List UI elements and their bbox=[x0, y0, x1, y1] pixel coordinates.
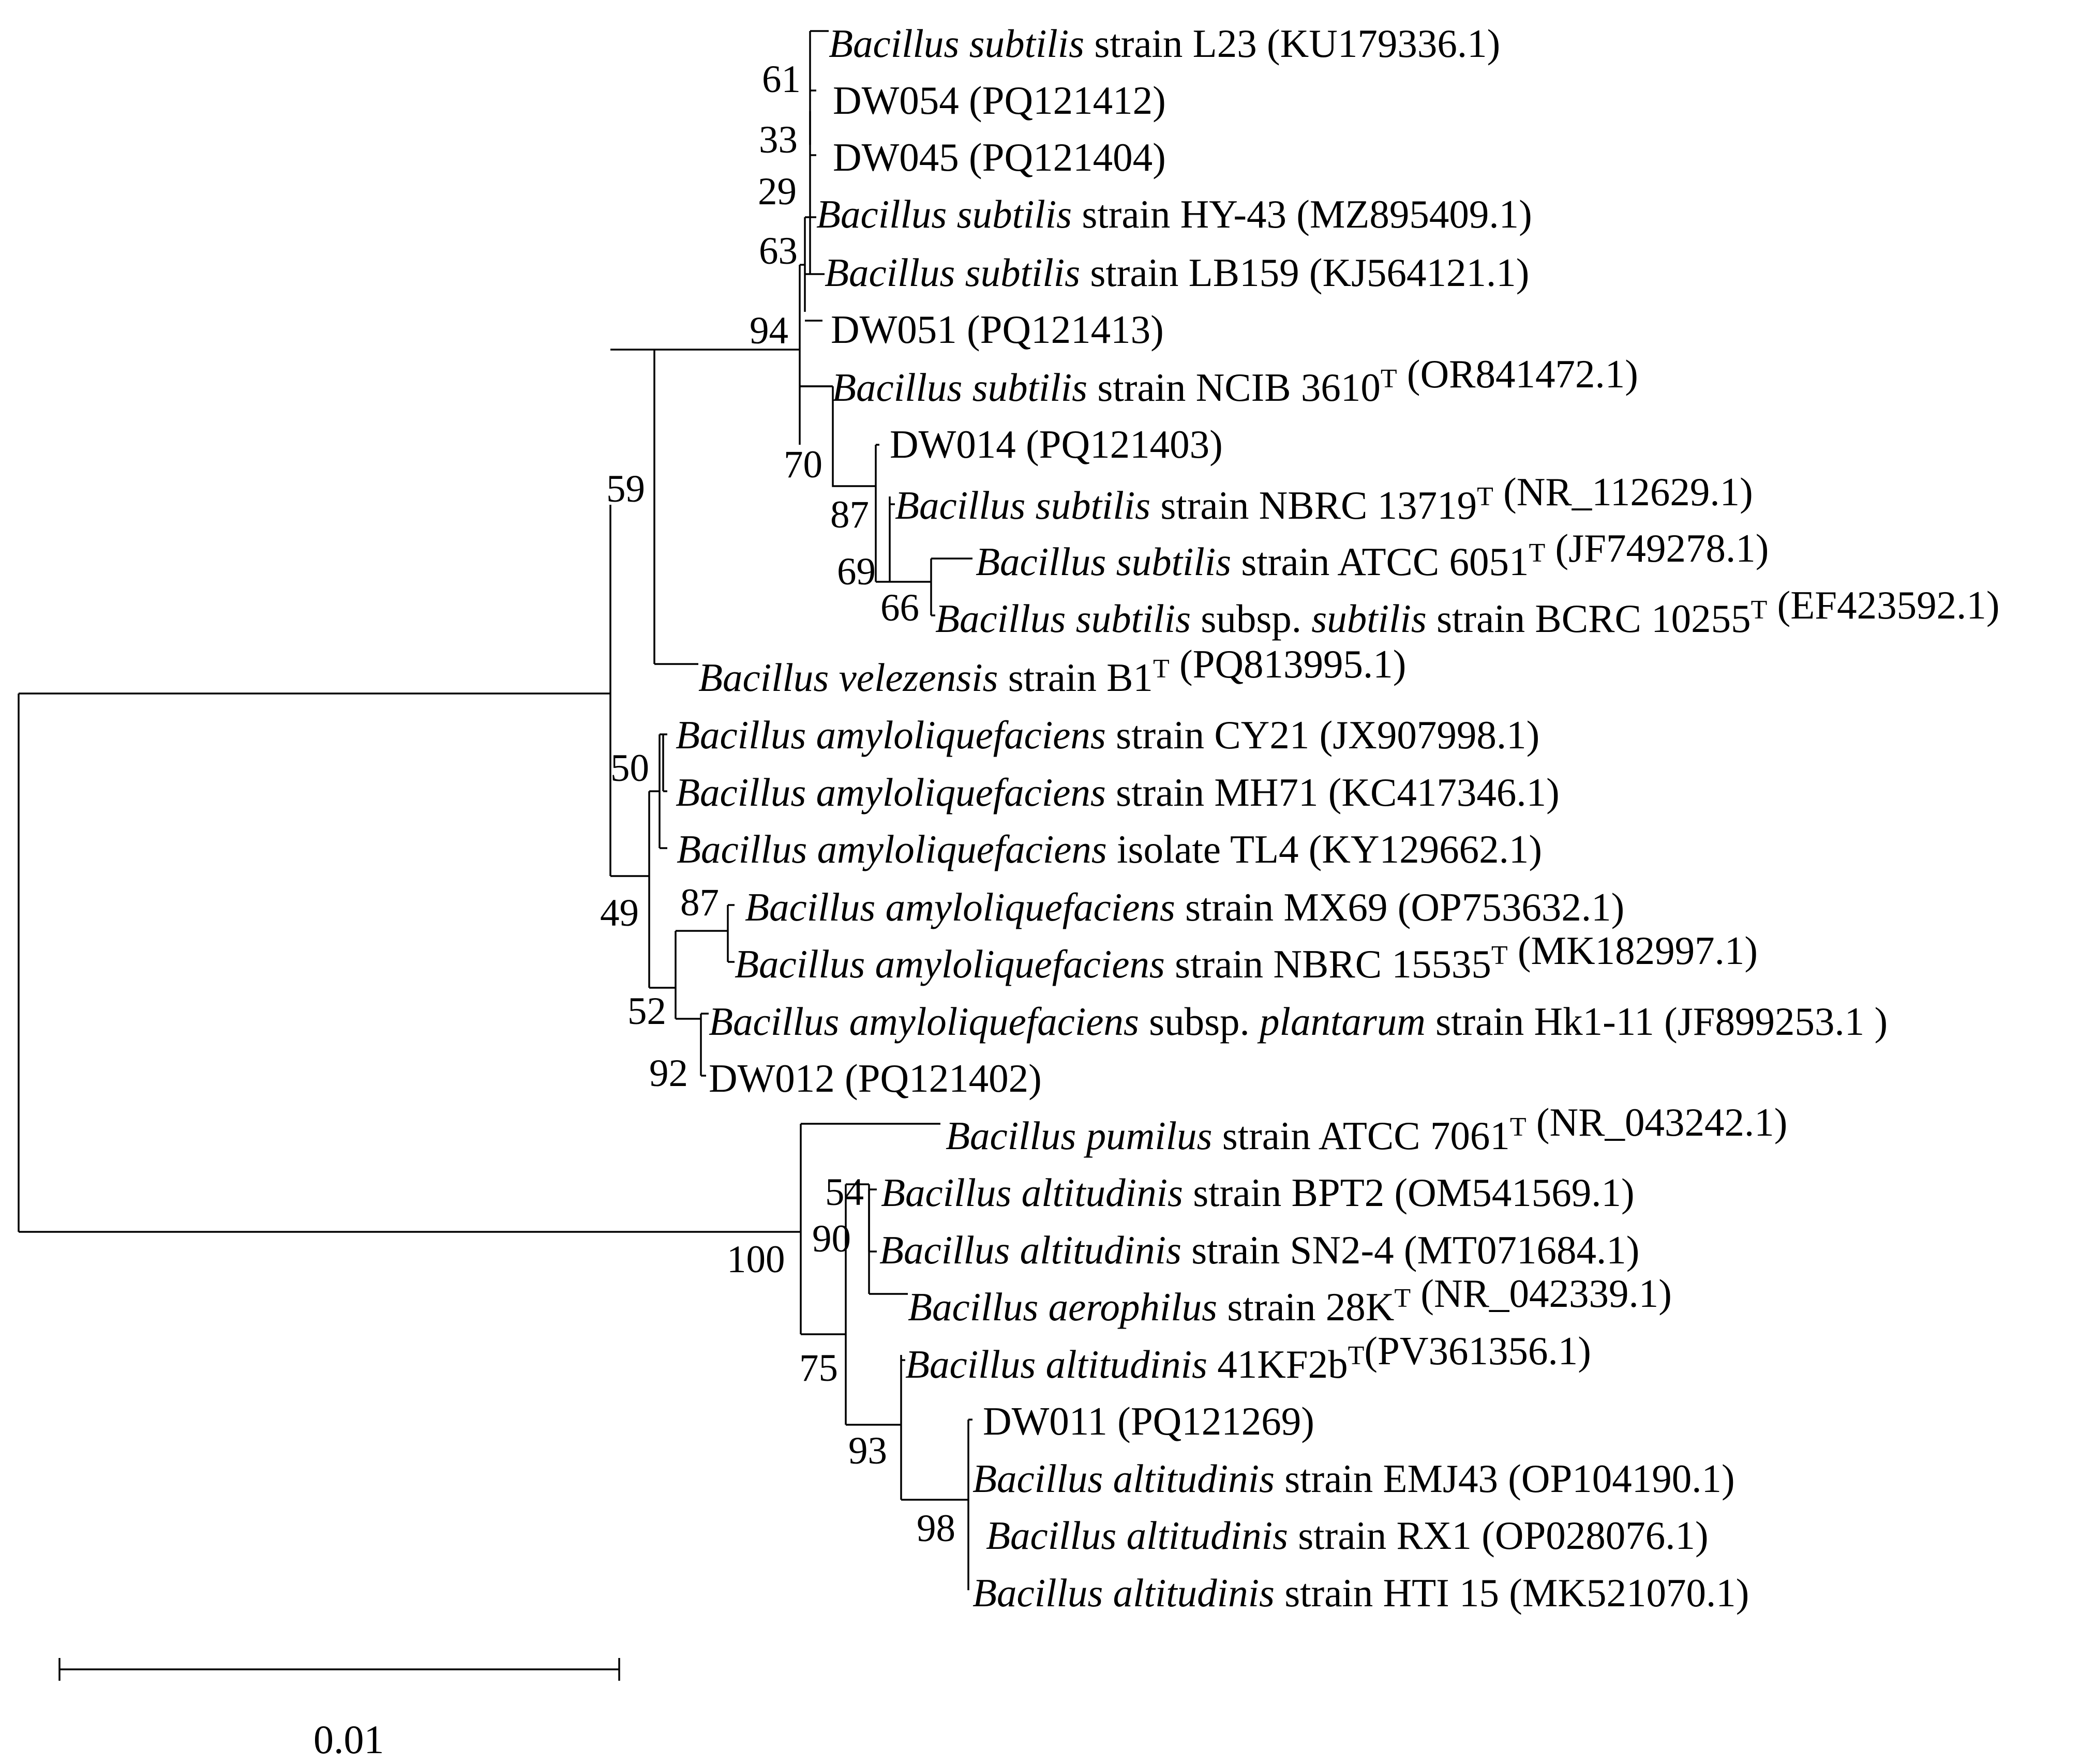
leaf-label: Bacillus altitudinis strain EMJ43 (OP104190.1) bbox=[972, 1456, 1735, 1501]
bootstrap-value: 33 bbox=[759, 118, 798, 161]
leaf-label: Bacillus amyloliquefaciens strain MX69 (OP753632.1) bbox=[745, 885, 1625, 929]
bootstrap-value: 61 bbox=[762, 58, 801, 101]
leaf-label: Bacillus subtilis strain LB159 (KJ564121.1) bbox=[825, 250, 1530, 295]
leaf-label: Bacillus velezensis strain $B1^T$ (PQ813995.1) bbox=[698, 642, 1406, 700]
bootstrap-value: 49 bbox=[600, 892, 639, 934]
bootstrap-value: 92 bbox=[649, 1052, 688, 1095]
leaf-label: Bacillus aerophilus strain $28K^T$ (NR_042339.1) bbox=[908, 1271, 1672, 1329]
bootstrap-value: 87 bbox=[680, 881, 719, 924]
leaf-label: Bacillus amyloliquefaciens strain CY21 (JX907998.1) bbox=[676, 713, 1540, 757]
bootstrap-value: 75 bbox=[799, 1347, 838, 1390]
bootstrap-value: 98 bbox=[917, 1507, 955, 1550]
bootstrap-value: 54 bbox=[825, 1171, 864, 1214]
leaf-label: DW051 (PQ121413) bbox=[831, 307, 1164, 352]
leaf-label: Bacillus subtilis strain NBRC $13719^T$ (NR_112629.1) bbox=[895, 470, 1753, 527]
bootstrap-value: 59 bbox=[606, 468, 645, 510]
bootstrap-value: 69 bbox=[837, 550, 876, 593]
leaf-label: Bacillus amyloliquefaciens strain NBRC $15535^T$ (MK182997.1) bbox=[735, 928, 1758, 986]
leaf-label: Bacillus amyloliquefaciens strain MH71 (KC417346.1) bbox=[676, 770, 1560, 815]
leaf-label: Bacillus altitudinis strain RX1 (OP028076.1) bbox=[986, 1513, 1709, 1558]
bootstrap-value: 87 bbox=[830, 493, 869, 536]
leaf-label: DW014 (PQ121403) bbox=[890, 422, 1223, 466]
leaf-label: DW012 (PQ121402) bbox=[709, 1056, 1042, 1100]
leaf-label: Bacillus pumilus strain ATCC $7061^T$ (NR_043242.1) bbox=[946, 1100, 1788, 1158]
leaf-label: Bacillus altitudinis $41KF2b^T(PV361356.1)$ bbox=[905, 1329, 1591, 1386]
leaf-label: Bacillus subtilis subsp. subtilis strain BCRC $10255^T$ (EF423592.1) bbox=[935, 583, 2000, 641]
bootstrap-value: 63 bbox=[759, 230, 798, 273]
bootstrap-value: 93 bbox=[848, 1429, 887, 1472]
leaf-label: Bacillus amyloliquefaciens isolate TL4 (KY129662.1) bbox=[677, 827, 1543, 871]
leaf-label: DW054 (PQ121412) bbox=[833, 78, 1166, 123]
bootstrap-value: 90 bbox=[812, 1217, 851, 1260]
bootstrap-value: 52 bbox=[627, 990, 666, 1033]
bootstrap-value: 70 bbox=[784, 443, 822, 486]
bootstrap-value: 94 bbox=[750, 309, 788, 352]
leaf-label: Bacillus subtilis strain NCIB $3610^T$ (OR841472.1) bbox=[832, 352, 1638, 410]
leaf-label: Bacillus amyloliquefaciens subsp. plantarum strain Hk1-11 (JF899253.1 ) bbox=[709, 999, 1888, 1044]
bootstrap-value: 100 bbox=[727, 1238, 785, 1281]
leaf-label: Bacillus altitudinis strain SN2-4 (MT071684.1) bbox=[879, 1228, 1640, 1272]
leaf-label: Bacillus subtilis strain ATCC $6051^T$ (JF749278.1) bbox=[976, 526, 1769, 584]
leaf-label: DW045 (PQ121404) bbox=[833, 135, 1166, 179]
scale-bar-line bbox=[59, 1658, 619, 1681]
leaf-label: Bacillus altitudinis strain HTI 15 (MK521070.1) bbox=[972, 1571, 1749, 1615]
scale-bar bbox=[59, 1658, 619, 1762]
leaf-label: Bacillus subtilis strain HY-43 (MZ895409.1) bbox=[816, 192, 1532, 236]
leaf-label: DW011 (PQ121269) bbox=[983, 1399, 1314, 1443]
scale-bar-label: 0.01 bbox=[313, 1717, 384, 1762]
bootstrap-value: 50 bbox=[610, 747, 649, 790]
bootstrap-value: 29 bbox=[758, 170, 797, 213]
leaf-label: Bacillus subtilis strain L23 (KU179336.1) bbox=[829, 21, 1501, 66]
leaf-label: Bacillus altitudinis strain BPT2 (OM541569.1) bbox=[881, 1170, 1635, 1215]
leaf-labels bbox=[676, 21, 2000, 1615]
bootstrap-value: 66 bbox=[880, 586, 919, 629]
